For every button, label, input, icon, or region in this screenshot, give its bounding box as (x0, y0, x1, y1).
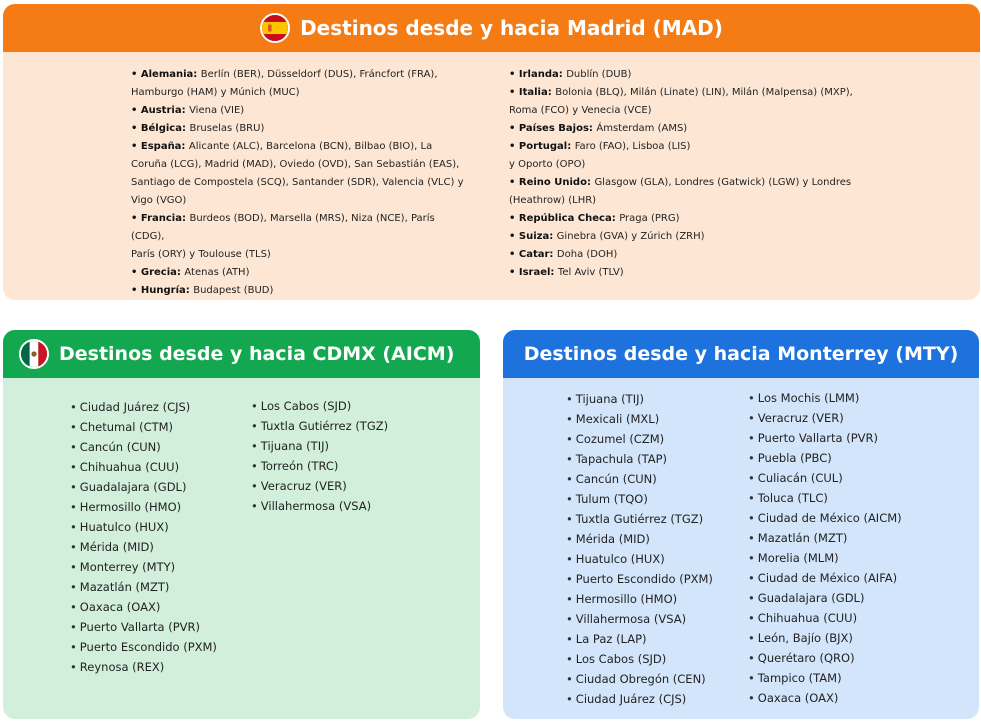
entry-line (509, 102, 857, 120)
country-name: • Italia: (509, 87, 556, 98)
entry-line (509, 174, 857, 192)
entry-line (131, 102, 471, 120)
destination-item: • Chihuahua (CUU) (70, 457, 217, 477)
country-entry (509, 264, 857, 282)
destination-item: • Oaxaca (OAX) (70, 597, 217, 617)
entry-line (131, 174, 471, 192)
destination-item: • Veracruz (VER) (251, 476, 388, 496)
country-entry (509, 84, 857, 120)
cdmx-card-title: Destinos desde y hacia CDMX (AICM) (59, 343, 455, 365)
destination-item: • Cancún (CUN) (70, 437, 217, 457)
country-entry (131, 102, 471, 120)
country-name: • Hungría: (131, 285, 194, 296)
destination-item: • Ciudad de México (AICM) (748, 508, 902, 528)
destination-item: • Tuxtla Gutiérrez (TGZ) (566, 509, 713, 529)
country-entry (509, 174, 857, 210)
country-entry (509, 66, 857, 84)
destination-item: • Ciudad Juárez (CJS) (566, 689, 713, 709)
entry-line (131, 282, 471, 300)
destinations-text: Dublín (DUB) (566, 69, 632, 80)
destination-item: • Los Mochis (LMM) (748, 388, 902, 408)
destination-item: • Toluca (TLC) (748, 488, 902, 508)
country-name: • Israel: (509, 267, 558, 278)
destinations-text: Berlín (BER), Düsseldorf (DUS), Fráncfort (FRA), (200, 69, 438, 80)
country-entry (509, 210, 857, 228)
country-name: • Bélgica: (131, 123, 190, 134)
destination-item: • Puebla (PBC) (748, 448, 902, 468)
destination-item: • Puerto Escondido (PXM) (70, 637, 217, 657)
destination-item: • Villahermosa (VSA) (251, 496, 388, 516)
country-entry (509, 228, 857, 246)
destination-item: • Mazatlán (MZT) (70, 577, 217, 597)
country-entry (509, 138, 857, 174)
entry-line (131, 66, 471, 84)
destinations-text: Ámsterdam (AMS) (596, 123, 688, 134)
country-entry (131, 66, 471, 102)
country-entry (131, 282, 471, 300)
madrid-card-header (3, 4, 980, 52)
entry-line (131, 246, 471, 264)
country-name: • Portugal: (509, 141, 575, 152)
destination-item: • Chetumal (CTM) (70, 417, 217, 437)
monterrey-list-column-1 (566, 389, 713, 709)
country-name: • Irlanda: (509, 69, 567, 80)
destination-item: • Los Cabos (SJD) (251, 396, 388, 416)
destinations-text: y Oporto (OPO) (509, 159, 586, 170)
destinations-text: Doha (DOH) (556, 249, 618, 260)
country-name: • Catar: (509, 249, 557, 260)
destination-item: • Puerto Vallarta (PVR) (70, 617, 217, 637)
destinations-text: París (ORY) y Toulouse (TLS) (131, 249, 271, 260)
destinations-text: Bruselas (BRU) (189, 123, 265, 134)
country-entry (131, 138, 471, 210)
destination-item: • Villahermosa (VSA) (566, 609, 713, 629)
destinations-text: Hamburgo (HAM) y Múnich (MUC) (131, 87, 300, 98)
destination-item: • Hermosillo (HMO) (70, 497, 217, 517)
destination-item: • Reynosa (REX) (70, 657, 217, 677)
destination-item: • Tapachula (TAP) (566, 449, 713, 469)
madrid-destinations-card (3, 4, 980, 300)
destination-item: • Chihuahua (CUU) (748, 608, 902, 628)
destination-item: • Guadalajara (GDL) (748, 588, 902, 608)
destination-item: • Mexicali (MXL) (566, 409, 713, 429)
country-entry (131, 210, 471, 264)
country-entry (509, 120, 857, 138)
destination-item: • La Paz (LAP) (566, 629, 713, 649)
destination-item: • Guadalajara (GDL) (70, 477, 217, 497)
entry-line (509, 210, 857, 228)
country-entry (509, 246, 857, 264)
destination-item: • Ciudad de México (AIFA) (748, 568, 902, 588)
entry-line (131, 120, 471, 138)
destination-item: • Mérida (MID) (566, 529, 713, 549)
country-entry (131, 120, 471, 138)
destinations-text: Tel Aviv (TLV) (557, 267, 624, 278)
entry-line (131, 138, 471, 156)
destination-item: • Monterrey (MTY) (70, 557, 217, 577)
madrid-card-title: Destinos desde y hacia Madrid (MAD) (300, 16, 723, 40)
monterrey-destinations-card (503, 330, 979, 719)
entry-line (131, 156, 471, 174)
entry-line (131, 192, 471, 210)
mexico-flag-icon (19, 339, 49, 369)
cdmx-list-column-1 (70, 397, 217, 677)
monterrey-card-header (503, 330, 979, 378)
destinations-text: Viena (VIE) (189, 105, 245, 116)
destination-item: • Morelia (MLM) (748, 548, 902, 568)
destination-item: • Hermosillo (HMO) (566, 589, 713, 609)
country-name: • Reino Unido: (509, 177, 595, 188)
destinations-text: Budapest (BUD) (193, 285, 274, 296)
destination-item: • Huatulco (HUX) (566, 549, 713, 569)
destinations-text: Glasgow (GLA), Londres (Gatwick) (LGW) y Londres (594, 177, 852, 188)
madrid-column-2 (509, 66, 857, 282)
destination-item: • Tijuana (TIJ) (566, 389, 713, 409)
entry-line (509, 84, 857, 102)
destinations-text: Coruña (LCG), Madrid (MAD), Oviedo (OVD), San Sebastián (EAS), (131, 159, 460, 170)
spain-flag-icon (260, 13, 290, 43)
entry-line (509, 156, 857, 174)
destination-item: • Los Cabos (SJD) (566, 649, 713, 669)
destinations-text: Ginebra (GVA) y Zúrich (ZRH) (556, 231, 705, 242)
cdmx-list-column-2 (251, 396, 388, 516)
destination-item: • Culiacán (CUL) (748, 468, 902, 488)
destination-item: • Torreón (TRC) (251, 456, 388, 476)
cdmx-destinations-card (3, 330, 480, 719)
entry-line (509, 228, 857, 246)
destinations-text: Atenas (ATH) (184, 267, 250, 278)
destinations-text: Vigo (VGO) (131, 195, 187, 206)
destinations-text: Bolonia (BLQ), Milán (Linate) (LIN), Milán (Malpensa) (MXP), (555, 87, 853, 98)
entry-line (509, 192, 857, 210)
destinations-text: (Heathrow) (LHR) (509, 195, 597, 206)
destination-item: • Cancún (CUN) (566, 469, 713, 489)
destination-item: • Cozumel (CZM) (566, 429, 713, 449)
destination-item: • Tijuana (TIJ) (251, 436, 388, 456)
destination-item: • Tulum (TQO) (566, 489, 713, 509)
entry-line (509, 246, 857, 264)
destination-item: • Ciudad Obregón (CEN) (566, 669, 713, 689)
destinations-text: Praga (PRG) (619, 213, 680, 224)
destination-item: • Ciudad Juárez (CJS) (70, 397, 217, 417)
country-name: • España: (131, 141, 189, 152)
destination-item: • Veracruz (VER) (748, 408, 902, 428)
entry-line (509, 120, 857, 138)
country-entry (131, 264, 471, 282)
country-name: • Grecia: (131, 267, 185, 278)
madrid-column-1 (131, 66, 471, 300)
entry-line (509, 66, 857, 84)
country-name: • República Checa: (509, 213, 620, 224)
country-name: • Austria: (131, 105, 190, 116)
destinations-text: Santiago de Compostela (SCQ), Santander (SDR), Valencia (VLC) y (131, 177, 464, 188)
destination-item: • Oaxaca (OAX) (748, 688, 902, 708)
country-name: • Francia: (131, 213, 190, 224)
destination-item: • Querétaro (QRO) (748, 648, 902, 668)
entry-line (131, 264, 471, 282)
destination-item: • León, Bajío (BJX) (748, 628, 902, 648)
destination-item: • Puerto Escondido (PXM) (566, 569, 713, 589)
destination-item: • Puerto Vallarta (PVR) (748, 428, 902, 448)
destination-item: • Tampico (TAM) (748, 668, 902, 688)
destinations-text: Burdeos (BOD), Marsella (MRS), Niza (NCE), París (CDG), (131, 213, 435, 242)
country-name: • Países Bajos: (509, 123, 597, 134)
destinations-text: Alicante (ALC), Barcelona (BCN), Bilbao (BIO), La (188, 141, 433, 152)
country-name: • Alemania: (131, 69, 201, 80)
destination-item: • Mérida (MID) (70, 537, 217, 557)
destination-item: • Huatulco (HUX) (70, 517, 217, 537)
entry-line (509, 264, 857, 282)
destination-item: • Mazatlán (MZT) (748, 528, 902, 548)
monterrey-list-column-2 (748, 388, 902, 708)
monterrey-card-title: Destinos desde y hacia Monterrey (MTY) (523, 343, 959, 365)
cdmx-card-header (3, 330, 480, 378)
destinations-text: Roma (FCO) y Venecia (VCE) (509, 105, 652, 116)
destinations-text: Faro (FAO), Lisboa (LIS) (574, 141, 691, 152)
country-name: • Suiza: (509, 231, 557, 242)
entry-line (509, 138, 857, 156)
entry-line (131, 84, 471, 102)
entry-line (131, 210, 471, 246)
destination-item: • Tuxtla Gutiérrez (TGZ) (251, 416, 388, 436)
